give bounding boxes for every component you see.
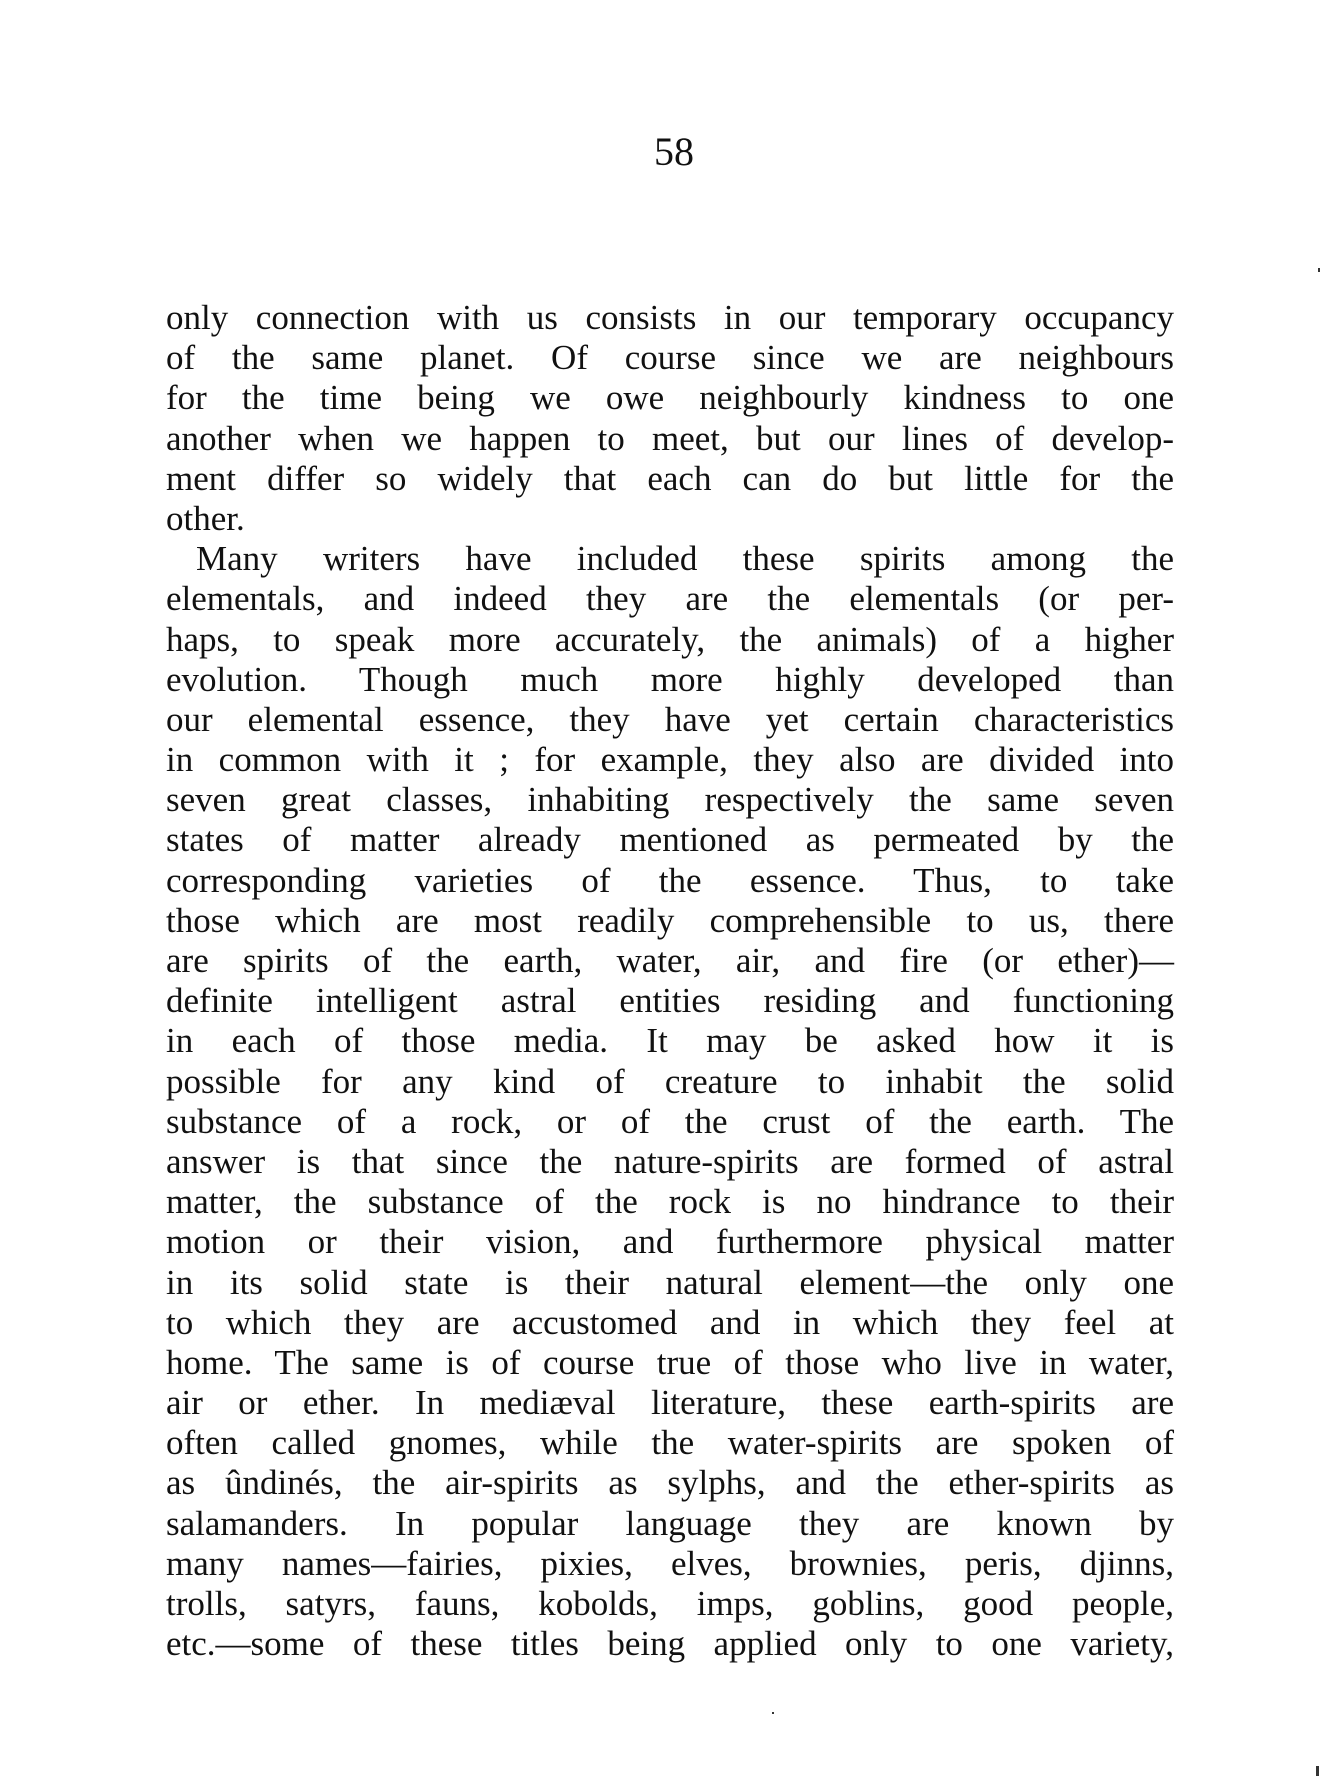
text-line: elementals, and indeed they are the elementals (or per- xyxy=(166,579,1174,619)
text-line: only connection with us consists in our temporary occupancy xyxy=(166,298,1174,337)
text-line: ment differ so widely that each can do but little for the xyxy=(166,458,1174,498)
text-line: possible for any kind of creature to inhabit the solid xyxy=(166,1061,1174,1101)
body-text xyxy=(166,298,1174,1664)
text-line: of the same planet. Of course since we are neighbours xyxy=(166,338,1174,378)
text-line: Many writers have included these spirits among the xyxy=(196,539,1174,579)
text-line: etc.—some of these titles being applied only to one variety, xyxy=(166,1624,1174,1664)
text-line: are spirits of the earth, water, air, and fire (or ether)— xyxy=(166,941,1174,980)
text-line: another when we happen to meet, but our lines of develop- xyxy=(166,418,1174,458)
scan-speck xyxy=(1318,268,1320,272)
text-line: definite intelligent astral entities residing and functioning xyxy=(166,981,1174,1021)
text-line: in each of those media. It may be asked how it is xyxy=(166,1021,1174,1061)
text-line: substance of a rock, or of the crust of the earth. The xyxy=(166,1101,1174,1141)
page-number: 58 xyxy=(654,129,694,174)
text-line: other. xyxy=(166,498,245,538)
text-line: corresponding varieties of the essence. Thus, to take xyxy=(166,860,1174,900)
text-line: as ûndinés, the air-spirits as sylphs, and the ether-spirits as xyxy=(166,1463,1174,1503)
text-line: trolls, satyrs, fauns, kobolds, imps, goblins, good people, xyxy=(166,1584,1174,1623)
text-line: in its solid state is their natural element—the only one xyxy=(166,1262,1174,1302)
text-line: salamanders. In popular language they are known by xyxy=(166,1503,1174,1543)
text-line: our elemental essence, they have yet certain characteristics xyxy=(166,699,1174,739)
text-line: often called gnomes, while the water-spirits are spoken of xyxy=(166,1423,1174,1463)
scan-speck xyxy=(772,1712,774,1714)
text-line: home. The same is of course true of those who live in water, xyxy=(166,1342,1174,1382)
text-line: motion or their vision, and furthermore physical matter xyxy=(166,1222,1174,1262)
text-line: air or ether. In mediæval literature, these earth-spirits are xyxy=(166,1383,1174,1423)
text-line: states of matter already mentioned as permeated by the xyxy=(166,820,1174,860)
text-line: in common with it ; for example, they also are divided into xyxy=(166,740,1174,780)
text-line: evolution. Though much more highly developed than xyxy=(166,659,1174,699)
scan-speck xyxy=(1316,1766,1319,1776)
text-line: for the time being we owe neighbourly kindness to one xyxy=(166,378,1174,418)
text-line: to which they are accustomed and in which they feel at xyxy=(166,1302,1174,1342)
text-line: matter, the substance of the rock is no hindrance to their xyxy=(166,1182,1174,1222)
text-line: answer is that since the nature-spirits are formed of astral xyxy=(166,1141,1174,1181)
text-line: seven great classes, inhabiting respectively the same seven xyxy=(166,780,1174,820)
text-line: haps, to speak more accurately, the animals) of a higher xyxy=(166,619,1174,659)
text-line: those which are most readily comprehensible to us, there xyxy=(166,900,1174,940)
text-line: many names—fairies, pixies, elves, brownies, peris, djinns, xyxy=(166,1543,1174,1583)
